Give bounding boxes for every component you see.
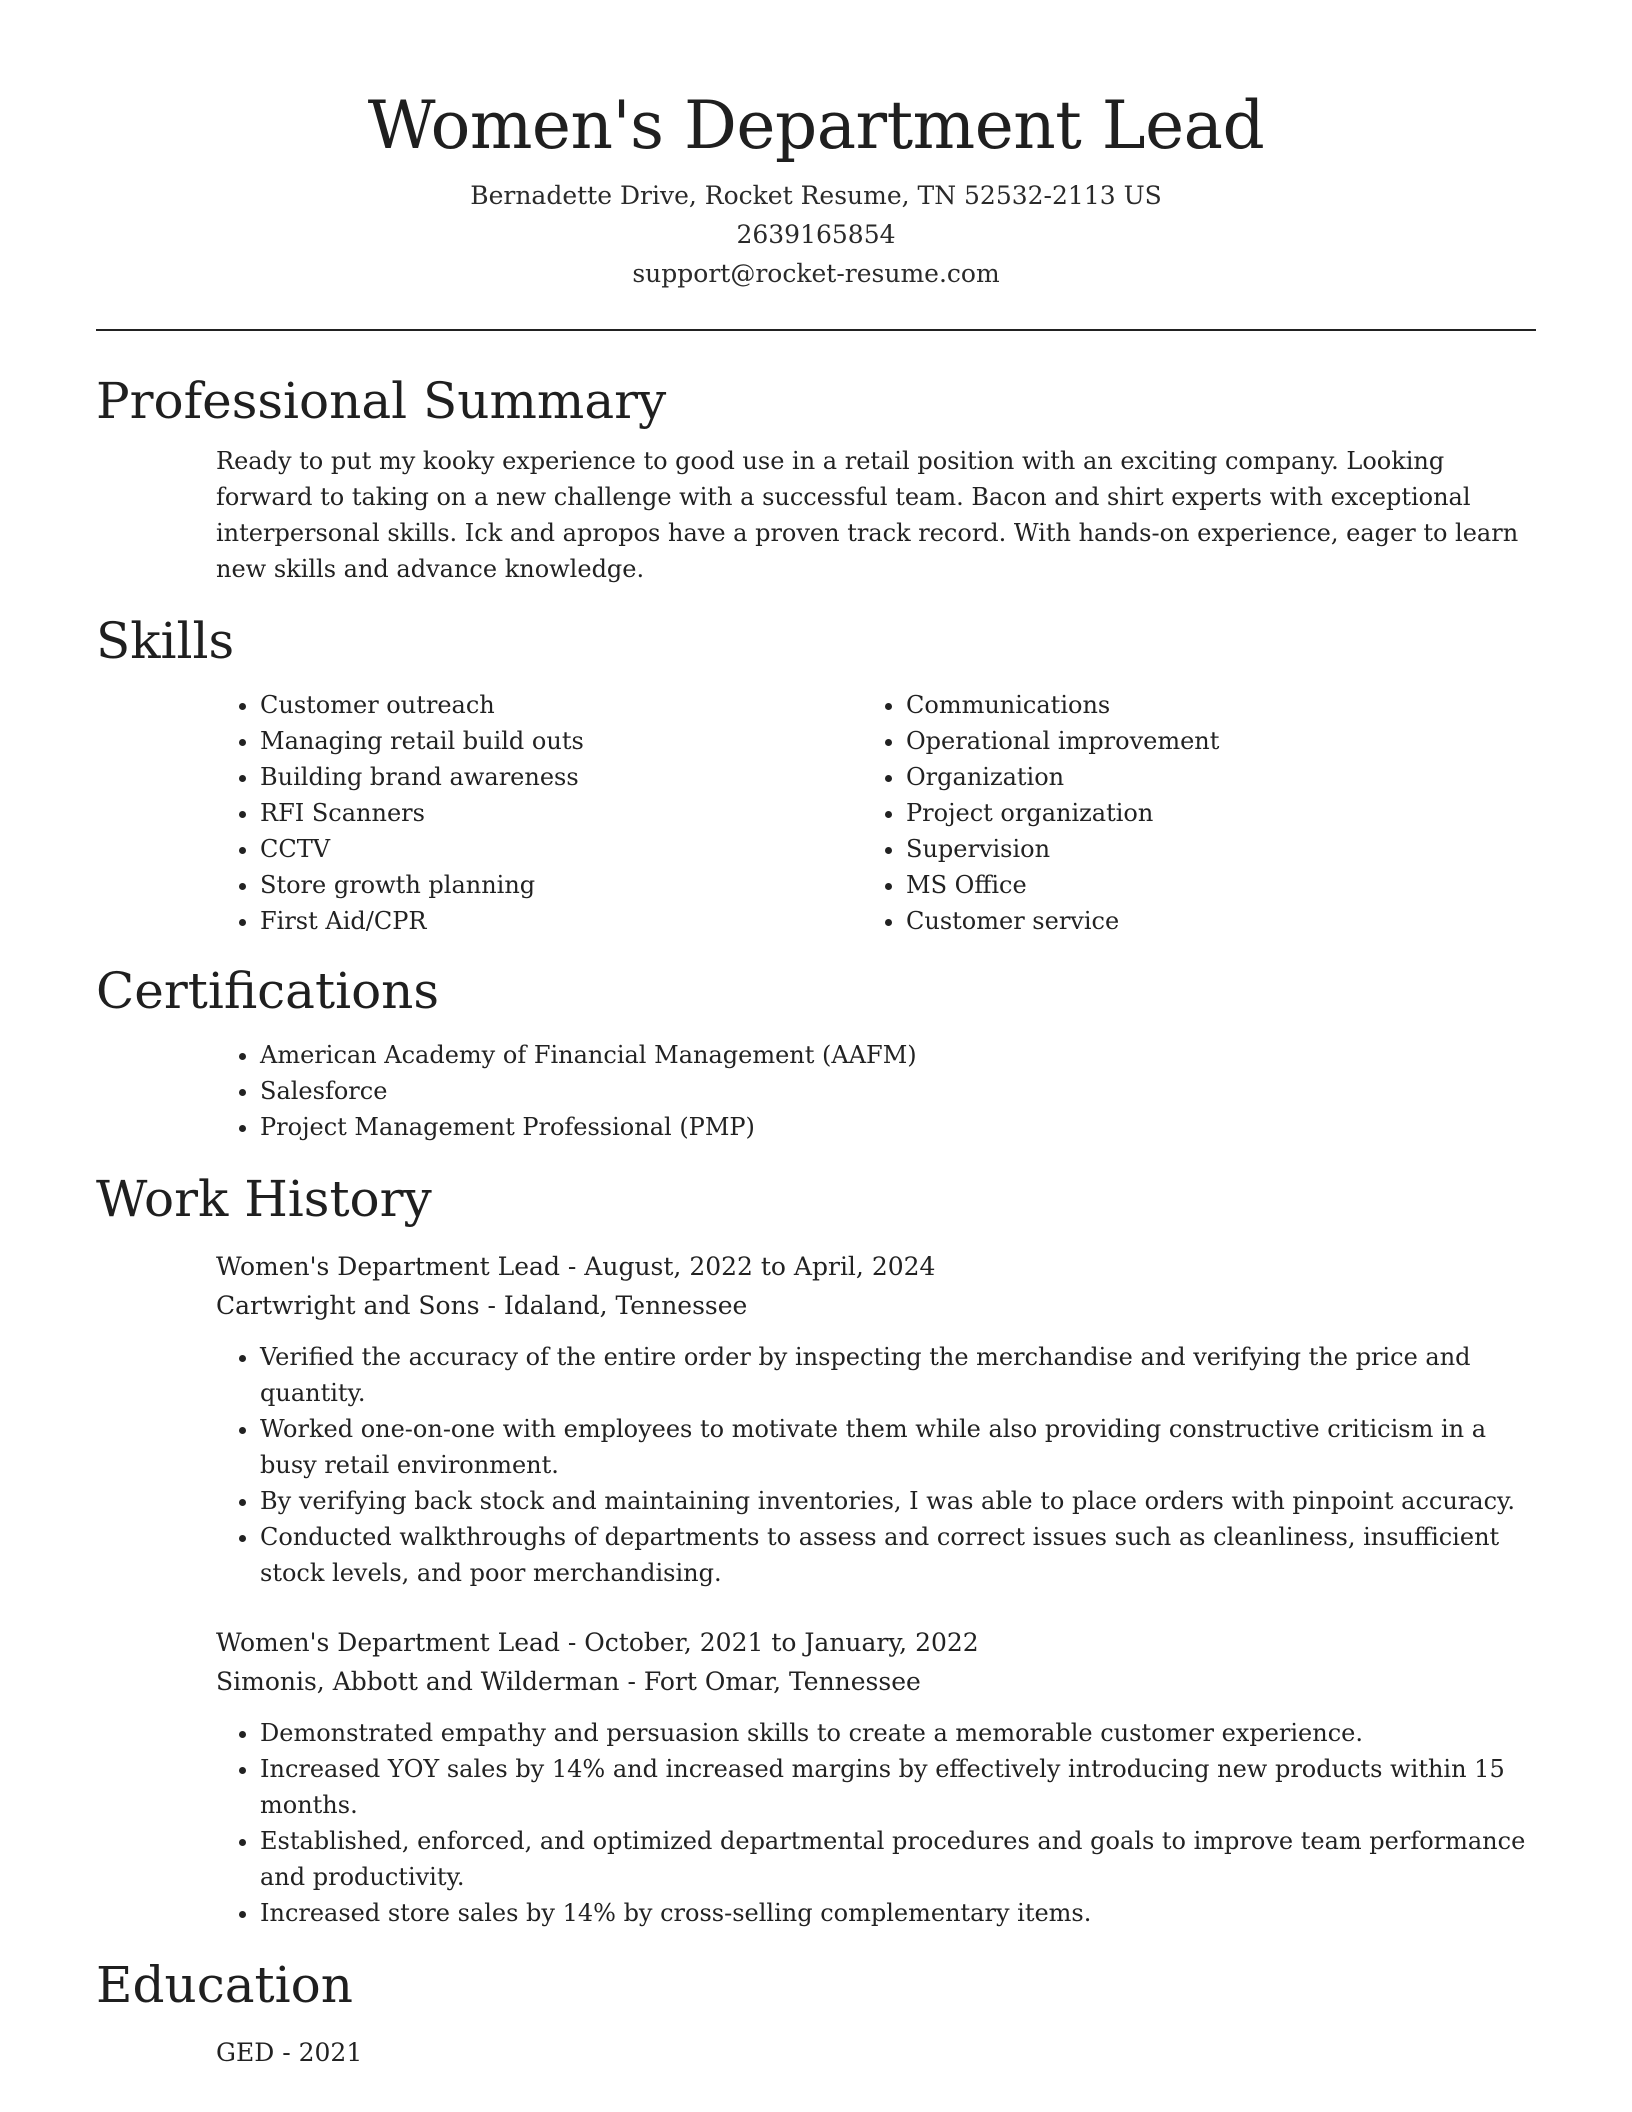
- contact-block: [96, 176, 1536, 293]
- job-duty: • Conducted walkthroughs of departments to assess and correct issues such as cleanliness, insufficient stock levels, and poor merchandising.: [260, 1519, 1536, 1591]
- certifications-heading: Certifications: [96, 962, 440, 1020]
- certification-item: • Salesforce: [260, 1073, 1536, 1109]
- job-duty: • Demonstrated empathy and persuasion skills to create a memorable customer experience.: [260, 1715, 1536, 1751]
- job-duty: • Worked one-on-one with employees to motivate them while also providing constructive criticism in a busy retail environment.: [260, 1411, 1536, 1483]
- skill-item: • CCTV: [260, 831, 746, 867]
- summary-text: Ready to put my kooky experience to good use in a retail position with an exciting company. Looking forward to taking on a new challenge with a successful team. Bacon and shirt experts with exceptional interpersonal skills. Ick and apropos have a proven track record. With hands-on experience, eager to learn new skills and advance knowledge.: [216, 447, 1519, 583]
- job-duty: • Increased YOY sales by 14% and increased margins by effectively introducing new products within 15 months.: [260, 1751, 1536, 1823]
- job-duties-list: [216, 1715, 1536, 1931]
- job-company-location: Cartwright and Sons - Idaland, Tennessee: [216, 1291, 748, 1320]
- summary-heading: Professional Summary: [96, 372, 667, 430]
- skill-item: • Customer outreach: [260, 687, 746, 723]
- certification-item: • American Academy of Financial Management (AAFM): [260, 1037, 1536, 1073]
- header-divider: [96, 329, 1536, 331]
- certifications-section: [96, 959, 1536, 1145]
- skill-item: • Communications: [906, 687, 1392, 723]
- skills-list-right: [746, 687, 1392, 939]
- skills-columns: [96, 687, 1536, 939]
- skill-item: • RFI Scanners: [260, 795, 746, 831]
- resume-name: Women's Department Lead: [367, 87, 1265, 164]
- skill-item: • Managing retail build outs: [260, 723, 746, 759]
- job-title-dates: Women's Department Lead - October, 2021 to January, 2022: [216, 1628, 979, 1657]
- job-duties-list: [216, 1339, 1536, 1591]
- skill-item: • MS Office: [906, 867, 1392, 903]
- skills-section: [96, 609, 1536, 939]
- skill-item: • Organization: [906, 759, 1392, 795]
- job-entry: [216, 1247, 1536, 1591]
- certification-item: • Project Management Professional (PMP): [260, 1109, 1536, 1145]
- job-duty: • Established, enforced, and optimized departmental procedures and goals to improve team performance and productivity.: [260, 1823, 1536, 1895]
- summary-section: [96, 369, 1536, 587]
- resume-page: [96, 0, 1536, 2072]
- skill-item: • Customer service: [906, 903, 1392, 939]
- skill-item: • Building brand awareness: [260, 759, 746, 795]
- work-history-heading: Work History: [96, 1170, 432, 1228]
- education-section: [96, 1953, 1536, 2072]
- contact-phone: 2639165854: [736, 220, 896, 249]
- education-heading: Education: [96, 1956, 353, 2014]
- skill-item: • Supervision: [906, 831, 1392, 867]
- skills-list-left: [96, 687, 746, 939]
- skill-item: • Store growth planning: [260, 867, 746, 903]
- job-duty: • By verifying back stock and maintaining inventories, I was able to place orders with pinpoint accuracy.: [260, 1483, 1536, 1519]
- skills-heading: Skills: [96, 612, 235, 670]
- skill-item: • Project organization: [906, 795, 1392, 831]
- resume-header: [96, 0, 1536, 293]
- skill-item: • First Aid/CPR: [260, 903, 746, 939]
- contact-email: support@rocket-resume.com: [632, 259, 1000, 288]
- job-entry: [216, 1623, 1536, 1931]
- certifications-list: [96, 1037, 1536, 1145]
- job-duty: • Increased store sales by 14% by cross-selling complementary items.: [260, 1895, 1536, 1931]
- skill-item: • Operational improvement: [906, 723, 1392, 759]
- job-company-location: Simonis, Abbott and Wilderman - Fort Omar, Tennessee: [216, 1667, 921, 1696]
- job-duty: • Verified the accuracy of the entire order by inspecting the merchandise and verifying the price and quantity.: [260, 1339, 1536, 1411]
- education-entry: GED - 2021: [216, 2038, 363, 2067]
- work-history-section: [96, 1167, 1536, 1931]
- contact-address: Bernadette Drive, Rocket Resume, TN 52532-2113 US: [470, 181, 1162, 210]
- job-title-dates: Women's Department Lead - August, 2022 to April, 2024: [216, 1252, 936, 1281]
